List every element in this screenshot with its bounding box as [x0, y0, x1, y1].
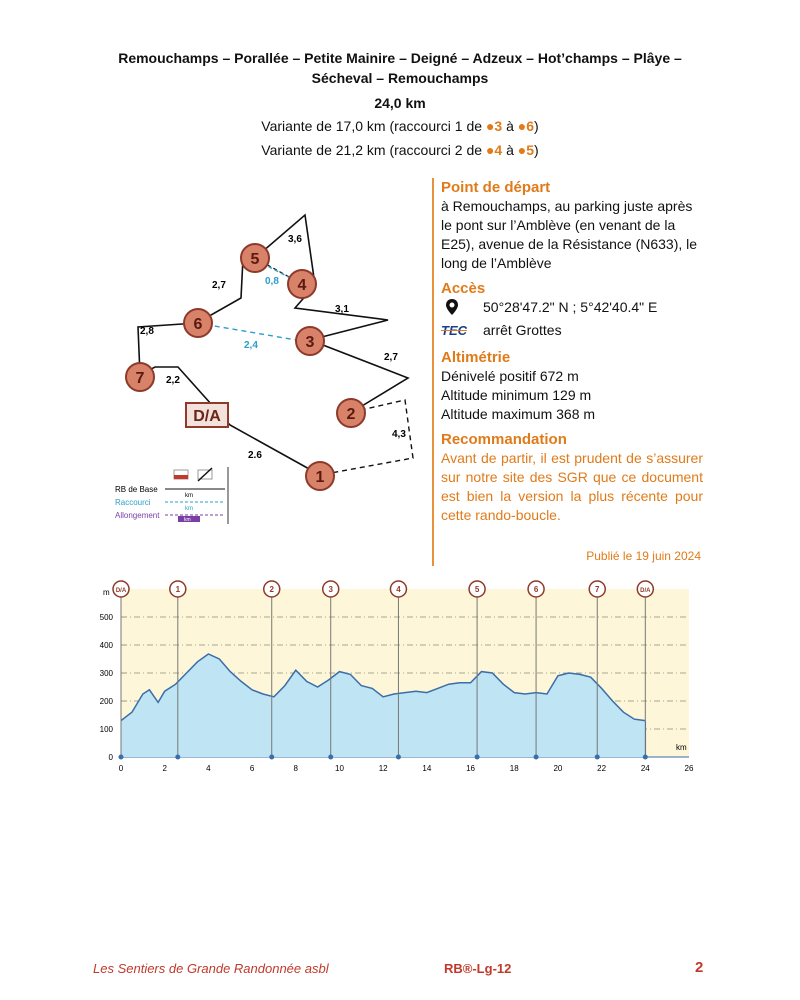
start-finish-marker — [186, 403, 228, 427]
segment-label: 2,4 — [244, 340, 258, 351]
route-distance: 24,0 km — [374, 95, 426, 111]
legend-extension: Allongement — [115, 511, 160, 520]
recommendation-heading: Recommandation — [441, 431, 567, 448]
start-heading: Point de départ — [441, 179, 551, 196]
segment-label: 2,8 — [140, 326, 154, 337]
svg-text:7: 7 — [595, 585, 600, 594]
svg-text:D/A: D/A — [640, 588, 651, 594]
legend-shortcut: Raccourci — [115, 498, 151, 507]
info-divider — [432, 178, 434, 566]
x-tick-label: 26 — [684, 764, 694, 773]
published-date: Publié le 19 juin 2024 — [586, 549, 701, 563]
legend-base: RB de Base — [115, 485, 158, 494]
gps-row — [441, 298, 731, 317]
variant-2-end: ) — [534, 142, 539, 158]
y-tick-label: 0 — [108, 753, 113, 762]
segment-label: 2,7 — [212, 280, 226, 291]
x-tick-label: 18 — [509, 764, 519, 773]
segment-label: 2,2 — [166, 375, 180, 386]
svg-text:6: 6 — [193, 316, 203, 333]
segment-label: 2,7 — [384, 352, 398, 363]
variant-2-to: ●5 — [517, 142, 535, 158]
variant-1-to: ●6 — [517, 118, 535, 134]
recommendation-text: Avant de partir, il est prudent de s’assurer sur notre site des SGR que ce document est bien la version la plus récente pour cette rando-boucle. — [441, 450, 703, 523]
y-tick-label: 200 — [99, 697, 113, 706]
bus-stop: arrêt Grottes — [483, 322, 562, 338]
svg-text:4: 4 — [297, 277, 307, 294]
x-tick-label: 20 — [553, 764, 563, 773]
variant-1-end: ) — [534, 118, 539, 134]
x-tick-label: 0 — [118, 764, 124, 773]
svg-text:3: 3 — [305, 334, 315, 351]
route-title-line1: Remouchamps – Porallée – Petite Mainire – Deigné – Adzeux – Hot’champs – Plâye – — [118, 50, 682, 66]
variant-2 — [40, 142, 760, 158]
x-tick-label: 14 — [422, 764, 432, 773]
x-tick-label: 24 — [640, 764, 650, 773]
info-panel — [441, 178, 731, 525]
variant-1-mid: à — [502, 118, 518, 134]
route-map — [0, 170, 430, 530]
y-tick-label: 300 — [99, 669, 113, 678]
elevation-profile — [0, 575, 800, 775]
alt-min: Altitude minimum 129 m — [441, 387, 592, 403]
svg-text:D/A: D/A — [115, 588, 127, 594]
route-title-line2: Sécheval – Remouchamps — [311, 70, 489, 86]
segment-label: 0,8 — [265, 276, 279, 287]
waypoint-7 — [126, 363, 154, 391]
bus-row — [441, 321, 731, 340]
x-tick-label: 10 — [335, 764, 344, 773]
x-tick-label: 6 — [249, 764, 255, 773]
y-axis-label: m — [103, 588, 110, 597]
x-tick-label: 2 — [162, 764, 167, 773]
start-text: à Remouchamps, au parking juste après le pont sur l’Amblève (en venant de la E25), avenue de la Résistance (N633), le long de l’Amblève — [441, 198, 698, 271]
svg-text:7: 7 — [135, 370, 145, 387]
alt-gain: Dénivelé positif 672 m — [441, 368, 579, 384]
svg-text:6: 6 — [533, 585, 539, 594]
segment-label: 4,3 — [392, 429, 406, 440]
waypoint-2 — [337, 399, 365, 427]
svg-text:4: 4 — [396, 585, 401, 594]
x-tick-label: 16 — [466, 764, 475, 773]
y-tick-label: 500 — [99, 613, 113, 622]
svg-text:1: 1 — [175, 585, 181, 594]
y-tick-label: 100 — [99, 725, 113, 734]
footer-reference: RB®-Lg-12 — [444, 961, 512, 976]
map-pin-icon — [445, 298, 459, 316]
x-axis-label: km — [676, 743, 687, 752]
segment-label: 3,6 — [288, 234, 302, 245]
gps-coordinates: 50°28'47.2" N ; 5°42'40.4" E — [483, 299, 658, 315]
svg-text:D/A: D/A — [193, 408, 221, 425]
svg-text:km: km — [185, 506, 193, 512]
y-tick-label: 400 — [99, 641, 113, 650]
waypoint-3 — [296, 327, 324, 355]
tec-bus-icon: TEC — [441, 323, 467, 338]
waypoint-6 — [184, 309, 212, 337]
alt-max: Altitude maximum 368 m — [441, 406, 596, 422]
svg-text:3: 3 — [328, 585, 333, 594]
access-heading: Accès — [441, 280, 486, 297]
svg-text:2: 2 — [346, 406, 356, 423]
variant-1-text: Variante de 17,0 km (raccourci 1 de — [261, 118, 486, 134]
x-tick-label: 4 — [206, 764, 211, 773]
svg-text:5: 5 — [250, 251, 260, 268]
altimetry-heading: Altimétrie — [441, 349, 511, 366]
variant-2-text: Variante de 21,2 km (raccourci 2 de — [261, 142, 486, 158]
x-tick-label: 8 — [293, 764, 298, 773]
map-legend — [115, 467, 228, 524]
svg-text:km: km — [185, 493, 193, 499]
waypoint-1 — [306, 462, 334, 490]
waypoint-5 — [241, 244, 269, 272]
svg-text:km: km — [184, 517, 191, 523]
variant-2-from: ●4 — [485, 142, 503, 158]
segment-label: 2.6 — [248, 450, 262, 461]
waypoint-4 — [288, 270, 316, 298]
svg-text:1: 1 — [315, 469, 325, 486]
svg-text:5: 5 — [474, 585, 480, 594]
segment-label: 3,1 — [335, 304, 349, 315]
x-tick-label: 22 — [597, 764, 607, 773]
x-tick-label: 12 — [378, 764, 388, 773]
variant-1 — [40, 118, 760, 134]
page-number: 2 — [695, 959, 704, 976]
variant-1-from: ●3 — [485, 118, 503, 134]
footer-organisation: Les Sentiers de Grande Randonnée asbl — [93, 961, 329, 976]
variant-2-mid: à — [502, 142, 518, 158]
svg-text:2: 2 — [269, 585, 274, 594]
